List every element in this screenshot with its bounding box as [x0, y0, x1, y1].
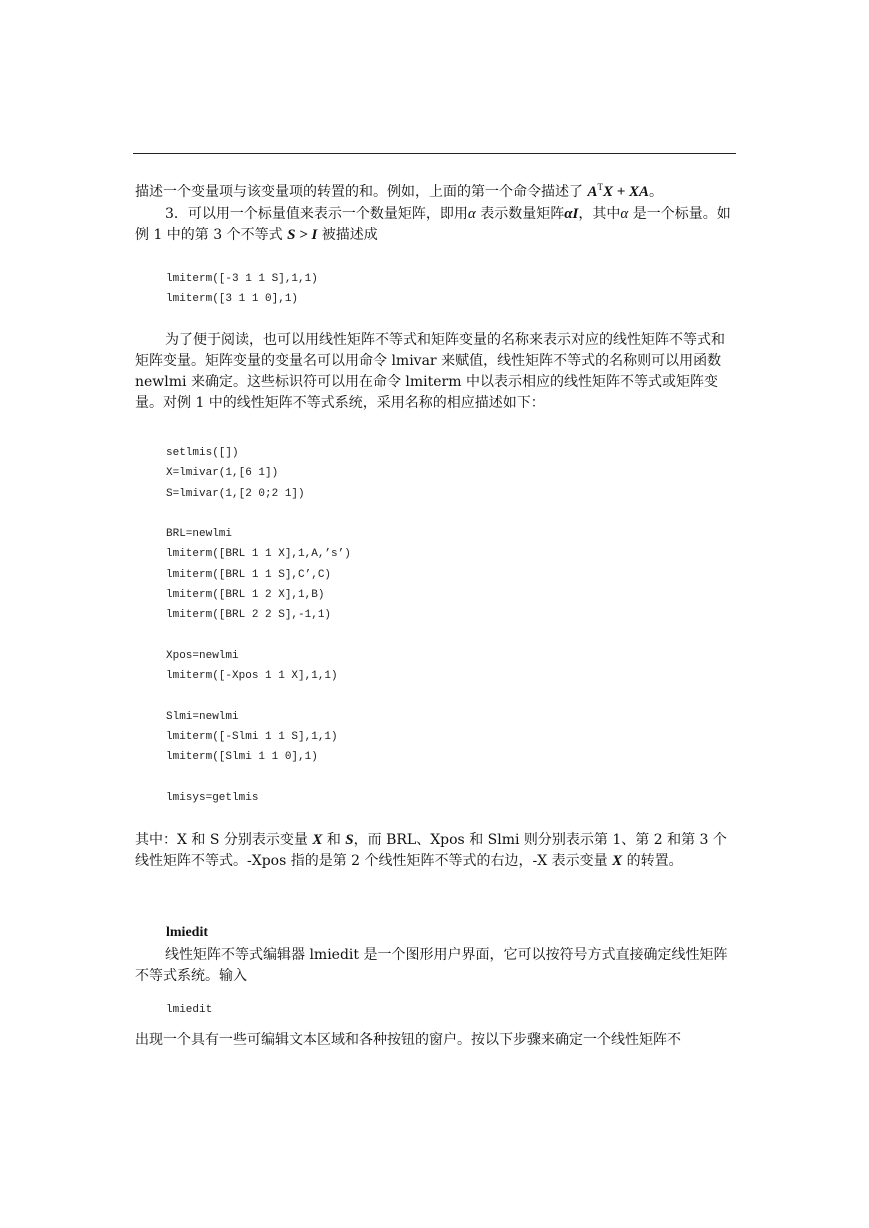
math-A: A: [587, 184, 598, 200]
para4-text-4: 的转置。: [622, 853, 683, 869]
code-block-named-lmi: setlmis([]) X=lmivar(1,[6 1]) S=lmivar(1,[2 0;2 1]) BRL=newlmi lmiterm([BRL 1 1 X],1,A,’s’) lmiterm([BRL 1 1 S],C’,C) lmiterm([BRL 1 2 X],1,B) lmiterm([BRL 2 2 S],-1,1) Xpos=newlmi lmiterm([-Xpos 1 1 X],1,1) Slmi=newlmi lmiterm([-Slmi 1 1 S],1,1) lmiterm([Slmi 1 1 0],1) lmisys=getlmis: [166, 447, 351, 805]
paragraph-scalar-matrix: [135, 204, 737, 246]
header-rule: [133, 153, 736, 154]
para2-text-5: 被描述成: [317, 227, 378, 243]
paragraph-lmiedit: 线性矩阵不等式编辑器 lmiedit 是一个图形用户界面，它可以按符号方式直接确定线性矩阵不等式系统。输入: [135, 947, 728, 984]
para2-text-1: 3．可以用一个标量值来表示一个数量矩阵，即用: [165, 206, 468, 222]
paragraph-naming: 为了便于阅读，也可以用线性矩阵不等式和矩阵变量的名称来表示对应的线性矩阵不等式和矩阵变量。矩阵变量的变量名可以用命令 lmivar 来赋值，线性矩阵不等式的名称则可以用函数 newlmi 来确定。这些标识符可以用在命令 lmiterm 中以表示相应的线性矩阵不等式或矩阵变量。对例 1 中的线性矩阵不等式系统，采用名称的相应描述如下：: [135, 332, 725, 411]
para2-text-3: ，其中: [578, 206, 621, 222]
para1-end: 。: [649, 184, 664, 200]
paragraph-window: 出现一个具有一些可编辑文本区域和各种按钮的窗户。按以下步骤来确定一个线性矩阵不: [135, 1032, 681, 1048]
math-inequality: S > I: [287, 227, 318, 243]
math-X: X: [312, 832, 323, 848]
para2-text-4: 是一个标量。如例 1 中的第 3 个不等式: [135, 206, 731, 243]
paragraph-sum-transpose: [135, 177, 737, 203]
para1-text: 描述一个变量项与该变量项的转置的和。例如，上面的第一个命令描述了: [135, 184, 588, 200]
para2-text-2: 表示数量矩阵: [475, 206, 565, 222]
code-block-lmiterm: lmiterm([-3 1 1 S],1,1) lmiterm([3 1 1 0],1): [166, 273, 318, 306]
para4-text-3: ，而 BRL、Xpos 和 Slmi 则分别表示第 1、第 2 和第 3 个线性矩阵不等式。-Xpos 指的是第 2 个线性矩阵不等式的右边，-X 表示变量: [135, 832, 727, 869]
math-superscript-T: T: [597, 182, 603, 192]
math-X-2: X: [612, 853, 623, 869]
section-heading-lmiedit: lmiedit: [166, 925, 208, 940]
para4-text-1: 其中：X 和 S 分别表示变量: [135, 832, 313, 848]
math-alpha: α: [467, 206, 476, 222]
math-alpha-2: α: [620, 206, 629, 222]
math-alpha-I: αI: [564, 206, 579, 222]
paragraph-explanation: [135, 830, 737, 872]
para4-text-2: 和: [322, 832, 346, 848]
math-expression: X + XA: [602, 184, 650, 200]
code-block-lmiedit: lmiedit: [166, 1004, 213, 1016]
math-S: S: [345, 832, 354, 848]
